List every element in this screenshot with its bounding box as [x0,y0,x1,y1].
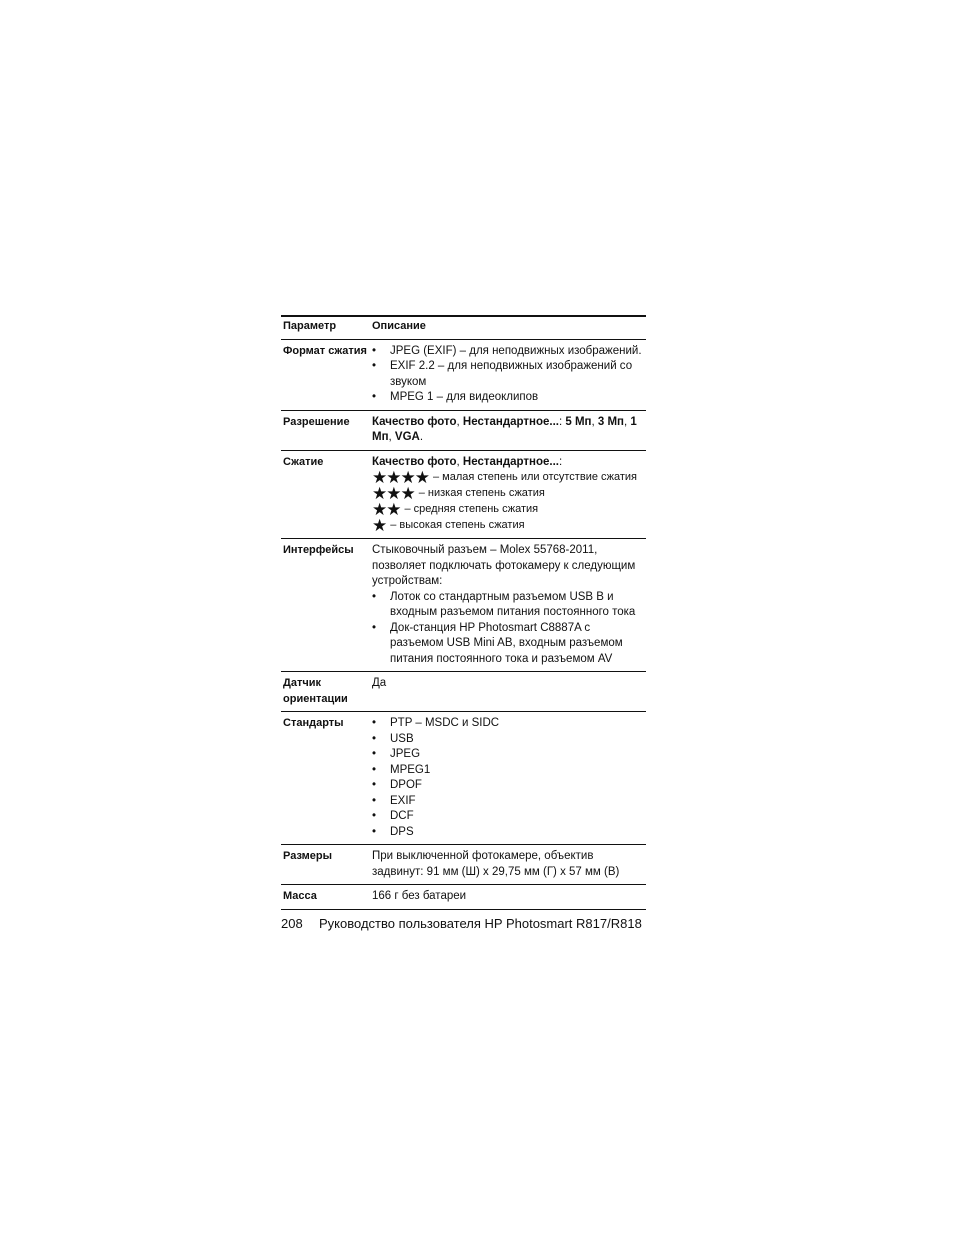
table-row [281,410,646,450]
star-icon: ★★★★ [372,468,429,487]
list-item: • JPEG (EXIF) – для неподвижных изображений. [372,344,644,360]
compression-level-text: – малая степень или отсутствие сжатия [432,471,638,484]
separator: , [624,415,631,428]
separator: , [456,455,463,468]
compression-level-text: – низкая степень сжатия [418,487,545,500]
spec-table [281,315,646,910]
resolution-value: 3 Мп [597,415,625,428]
compression-level [372,502,644,518]
list-item: • MPEG1 [372,763,644,779]
row-desc-weight: 166 г без батареи [370,885,646,910]
table-row [281,712,646,845]
row-param-weight: Масса [281,885,370,910]
row-desc-interfaces [370,539,646,672]
list-item: • DCF [372,809,644,825]
row-param-format: Формат сжатия [281,339,370,410]
quality-label: Качество фото [372,415,457,428]
custom-label: Нестандартное... [462,455,559,468]
table-row [281,885,646,910]
row-param-resolution: Разрешение [281,410,370,450]
row-desc-standards [370,712,646,845]
row-desc-orientation: Да [370,672,646,712]
resolution-value: 5 Мп [565,415,592,428]
standards-list [372,716,644,840]
separator: , [388,431,395,443]
list-item: • JPEG [372,747,644,763]
table-row [281,539,646,672]
row-param-compression: Сжатие [281,450,370,539]
separator: : [558,415,566,428]
row-param-orientation: Датчик ориентации [281,672,370,712]
row-param-standards: Стандарты [281,712,370,845]
manual-title: Руководство пользователя HP Photosmart R817/R818 [319,916,642,931]
separator: . [419,431,424,443]
list-item: • DPOF [372,778,644,794]
table-row [281,339,646,410]
list-item: • EXIF 2.2 – для неподвижных изображений со звуком [372,359,644,390]
table-row [281,672,646,712]
row-param-interfaces: Интерфейсы [281,539,370,672]
table-row [281,450,646,539]
compression-level [372,486,644,502]
list-item: • MPEG 1 – для видеоклипов [372,390,644,406]
list-item: • Лоток со стандартным разъемом USB B и входным разъемом питания постоянного тока [372,590,644,621]
interfaces-list [372,590,644,668]
compression-level-text: – средняя степень сжатия [404,503,539,516]
page-footer [281,916,642,931]
interfaces-intro: Стыковочный разъем – Molex 55768-2011, позволяет подключать фотокамеру к следующим устройствам: [372,544,636,587]
row-desc-format [370,339,646,410]
star-icon: ★ [372,516,387,535]
separator: , [591,415,598,428]
custom-label: Нестандартное... [462,415,559,428]
star-icon: ★★ [372,500,401,519]
list-item: • PTP – MSDC и SIDC [372,716,644,732]
row-desc-dimensions: При выключенной фотокамере, объектив задвинут: 91 мм (Ш) x 29,75 мм (Г) x 57 мм (В) [370,845,646,885]
compression-level [372,518,644,534]
compression-level-text: – высокая степень сжатия [390,519,525,532]
star-icon: ★★★ [372,484,415,503]
list-item: • DPS [372,825,644,841]
resolution-value: 1 Мп [372,415,637,443]
table-header-row [281,316,646,339]
row-param-dimensions: Размеры [281,845,370,885]
row-desc-compression [370,450,646,539]
list-item: • Док-станция HP Photosmart C8887A с разъемом USB Mini AB, входным разъемом питания постоянного тока и разъемом AV [372,621,644,668]
row-desc-resolution [370,410,646,450]
table-row [281,845,646,885]
resolution-value: VGA [394,431,420,443]
separator: , [456,415,463,428]
format-list [372,344,644,406]
header-description: Описание [370,316,646,339]
list-item: • EXIF [372,794,644,810]
separator: : [558,455,563,468]
page-number: 208 [281,916,303,931]
list-item: • USB [372,732,644,748]
header-parameter: Параметр [281,316,370,339]
quality-label: Качество фото [372,455,457,468]
